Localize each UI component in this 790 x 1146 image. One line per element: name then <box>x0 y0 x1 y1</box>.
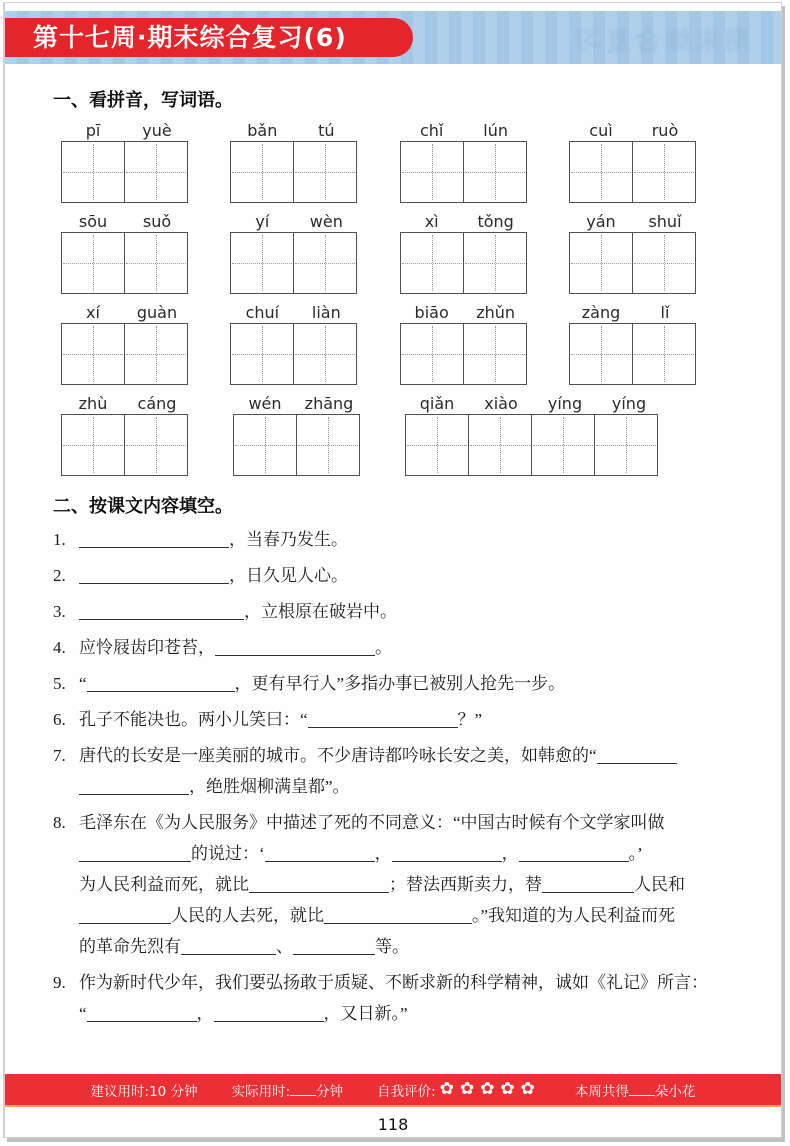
question-text: ， <box>374 844 392 863</box>
pinyin-word-group <box>400 302 528 385</box>
writing-cell[interactable] <box>293 142 356 202</box>
actual-time-label: 实际用时: <box>231 1083 291 1100</box>
writing-cell[interactable] <box>594 415 657 475</box>
writing-cell[interactable] <box>570 324 632 384</box>
pinyin-syllable: suǒ <box>142 212 172 231</box>
pinyin-word-group <box>230 211 358 294</box>
pinyin-syllable: ruò <box>651 121 679 140</box>
writing-cell[interactable] <box>124 233 187 293</box>
pinyin-syllable: biāo <box>414 303 449 322</box>
answer-blank[interactable] <box>79 603 244 620</box>
question-text: ，日久见人心。 <box>229 566 348 585</box>
pinyin-labels <box>400 302 528 323</box>
question-number: 5. <box>53 674 66 693</box>
pinyin-exercise <box>61 120 697 476</box>
answer-blank[interactable] <box>215 639 375 656</box>
writing-cell[interactable] <box>632 142 695 202</box>
answer-blank[interactable] <box>308 711 458 728</box>
question-item <box>53 632 731 663</box>
answer-blank[interactable] <box>597 747 677 764</box>
question-body <box>79 740 731 802</box>
writing-cell[interactable] <box>401 233 463 293</box>
pinyin-syllable: tǒng <box>477 212 514 231</box>
pinyin-labels <box>61 211 189 232</box>
page-title: 第十七周·期末综合复习(6) <box>5 18 413 57</box>
question-text: ， <box>196 1004 214 1023</box>
weekly-total-label: 本周共得 <box>574 1083 629 1100</box>
pinyin-syllable: yí <box>255 212 270 231</box>
pinyin-syllable: bǎn <box>247 121 278 140</box>
pinyin-word-group <box>61 120 189 203</box>
question-text: 毛泽东在《为人民服务》中描述了死的不同意义：“中国古时候有个文学家叫做 <box>79 813 665 832</box>
pinyin-labels <box>400 211 528 232</box>
question-text: ，绝胜烟柳满皇都”。 <box>189 777 350 796</box>
self-eval-label: 自我评价: <box>377 1083 436 1100</box>
pinyin-syllable: yán <box>586 212 616 231</box>
pinyin-word-group <box>61 302 189 385</box>
pinyin-syllable: yuè <box>142 121 172 140</box>
question-text: ？” <box>457 710 483 729</box>
actual-time-unit: 分钟 <box>316 1083 344 1100</box>
footer-bar <box>5 1074 781 1107</box>
pinyin-syllable: sōu <box>78 212 108 231</box>
writing-cell[interactable] <box>231 233 293 293</box>
question-number: 7. <box>53 746 66 765</box>
pinyin-word-group <box>61 393 189 476</box>
question-text: 人民和 <box>634 875 685 894</box>
answer-blank[interactable] <box>79 567 229 584</box>
question-item <box>53 596 731 627</box>
writing-box <box>61 141 188 203</box>
writing-box <box>400 323 527 385</box>
question-number: 2. <box>53 566 66 585</box>
pinyin-row <box>61 211 697 294</box>
actual-time-blank[interactable] <box>290 1083 316 1095</box>
answer-blank[interactable] <box>542 876 634 893</box>
print-bleed-ghost: 期末综合复习 <box>570 27 751 57</box>
question-text: 的说过：‘ <box>191 844 265 863</box>
question-item <box>53 807 731 962</box>
pinyin-labels <box>405 393 661 414</box>
question-text: 作为新时代少年，我们要弘扬敢于质疑、不断求新的科学精神，诚如《礼记》所言： <box>79 973 708 992</box>
writing-cell[interactable] <box>124 415 187 475</box>
pinyin-labels <box>230 302 358 323</box>
pinyin-syllable: tú <box>318 121 335 140</box>
question-text: 孔子不能决也。两小儿笑曰：“ <box>79 710 308 729</box>
writing-cell[interactable] <box>401 324 463 384</box>
pinyin-syllable: yíng <box>611 394 647 413</box>
question-text: ，立根原在破岩中。 <box>244 602 397 621</box>
pinyin-labels <box>61 120 189 141</box>
writing-box <box>569 232 696 294</box>
question-text: ，更有早行人”多指办事已被别人抢先一步。 <box>234 674 566 693</box>
weekly-total-field <box>575 1080 696 1100</box>
writing-cell[interactable] <box>463 233 526 293</box>
pinyin-syllable: liàn <box>311 303 341 322</box>
answer-blank[interactable] <box>324 907 472 924</box>
writing-box <box>61 232 188 294</box>
pinyin-labels <box>230 211 358 232</box>
writing-cell[interactable] <box>62 142 124 202</box>
writing-cell[interactable] <box>234 415 296 475</box>
pinyin-word-group <box>400 120 528 203</box>
writing-cell[interactable] <box>468 415 531 475</box>
page-number: 118 <box>377 1115 409 1134</box>
pinyin-labels <box>569 211 697 232</box>
question-number: 1. <box>53 530 66 549</box>
question-number: 9. <box>53 973 66 992</box>
question-text: 。 <box>375 638 392 657</box>
pinyin-syllable: pī <box>85 121 101 140</box>
writing-box <box>400 232 527 294</box>
pinyin-syllable: zhǔn <box>476 303 516 322</box>
header-band <box>5 11 781 64</box>
weekly-total-blank[interactable] <box>629 1083 655 1095</box>
question-text: 应怜屐齿印苍苔， <box>79 638 215 657</box>
writing-box <box>405 414 658 476</box>
pinyin-syllable: chǐ <box>419 121 444 140</box>
question-text: 、 <box>276 937 293 956</box>
pinyin-labels <box>61 393 189 414</box>
question-text: 唐代的长安是一座美丽的城市。不少唐诗都吟咏长安之美，如韩愈的“ <box>79 746 597 765</box>
question-item <box>53 704 731 735</box>
pinyin-syllable: chuí <box>245 303 280 322</box>
writing-cell[interactable] <box>632 233 695 293</box>
writing-box <box>230 323 357 385</box>
pinyin-labels <box>569 302 697 323</box>
writing-cell[interactable] <box>231 324 293 384</box>
question-text: 人民的人去死，就比 <box>171 906 324 925</box>
self-eval-field <box>377 1080 541 1100</box>
section1-heading: 一、看拼音，写词语。 <box>53 90 233 111</box>
writing-box <box>230 232 357 294</box>
answer-blank[interactable] <box>214 1005 324 1022</box>
question-text: ，当春乃发生。 <box>229 530 348 549</box>
writing-cell[interactable] <box>124 324 187 384</box>
question-text: 的革命先烈有 <box>79 937 181 956</box>
writing-cell[interactable] <box>231 142 293 202</box>
pinyin-row <box>61 393 697 476</box>
writing-cell[interactable] <box>62 324 124 384</box>
answer-blank[interactable] <box>519 845 629 862</box>
question-item <box>53 524 731 555</box>
question-number: 3. <box>53 602 66 621</box>
pinyin-syllable: qiǎn <box>419 394 455 413</box>
pinyin-word-group <box>400 211 528 294</box>
writing-box <box>230 141 357 203</box>
question-text: 为人民利益而死，就比 <box>79 875 249 894</box>
writing-cell[interactable] <box>570 142 632 202</box>
pinyin-word-group <box>569 211 697 294</box>
flower-rating-icons[interactable]: ✿✿✿✿✿ <box>439 1079 541 1099</box>
answer-blank[interactable] <box>249 876 389 893</box>
pinyin-syllable: lǐ <box>660 303 670 322</box>
page-content <box>5 86 781 1029</box>
answer-blank[interactable] <box>181 938 276 955</box>
writing-cell[interactable] <box>296 415 359 475</box>
pinyin-word-group <box>233 393 361 476</box>
question-item <box>53 560 731 591</box>
pinyin-row <box>61 120 697 203</box>
writing-box <box>61 323 188 385</box>
question-number: 6. <box>53 710 66 729</box>
writing-cell[interactable] <box>124 142 187 202</box>
question-body <box>79 967 731 1029</box>
question-text: “ <box>79 674 87 693</box>
pinyin-word-group <box>569 302 697 385</box>
pinyin-syllable: wén <box>248 394 282 413</box>
writing-cell[interactable] <box>62 233 124 293</box>
weekly-total-unit: 朵小花 <box>654 1083 696 1100</box>
writing-box <box>61 414 188 476</box>
section2-heading: 二、按课文内容填空。 <box>53 496 233 517</box>
writing-cell[interactable] <box>463 142 526 202</box>
writing-box <box>569 323 696 385</box>
pinyin-row <box>61 302 697 385</box>
question-item <box>53 668 731 699</box>
pinyin-syllable: zàng <box>581 303 621 322</box>
question-body <box>79 668 731 699</box>
question-text: ；替法西斯卖力，替 <box>389 875 542 894</box>
pinyin-syllable: lún <box>483 121 509 140</box>
writing-cell[interactable] <box>401 142 463 202</box>
answer-blank[interactable] <box>392 845 502 862</box>
workbook-page <box>4 2 782 1138</box>
fill-in-exercise <box>53 524 731 1029</box>
pinyin-word-group <box>405 393 661 476</box>
pinyin-syllable: wèn <box>309 212 343 231</box>
question-body <box>79 596 731 627</box>
pinyin-syllable: xì <box>424 212 439 231</box>
question-number: 8. <box>53 813 66 832</box>
question-text: 。”我知道的为人民利益而死 <box>472 906 676 925</box>
writing-cell[interactable] <box>62 415 124 475</box>
answer-blank[interactable] <box>79 531 229 548</box>
suggested-time-label: 建议用时:10 分钟 <box>90 1083 198 1100</box>
answer-blank[interactable] <box>79 778 189 795</box>
pinyin-syllable: guàn <box>136 303 178 322</box>
answer-blank[interactable] <box>87 1005 197 1022</box>
question-body <box>79 524 731 555</box>
writing-cell[interactable] <box>293 233 356 293</box>
answer-blank[interactable] <box>79 907 171 924</box>
question-text: 。’ <box>628 844 643 863</box>
question-text: 等。 <box>375 937 409 956</box>
pinyin-word-group <box>230 120 358 203</box>
writing-cell[interactable] <box>570 233 632 293</box>
pinyin-syllable: cáng <box>137 394 177 413</box>
question-body <box>79 704 731 735</box>
writing-cell[interactable] <box>406 415 468 475</box>
question-text: “ <box>79 1004 87 1023</box>
answer-blank[interactable] <box>265 845 375 862</box>
pinyin-syllable: yíng <box>547 394 583 413</box>
writing-cell[interactable] <box>632 324 695 384</box>
pinyin-syllable: xiào <box>484 394 518 413</box>
pinyin-labels <box>61 302 189 323</box>
pinyin-word-group <box>569 120 697 203</box>
question-item <box>53 740 731 802</box>
pinyin-syllable: zhāng <box>304 394 354 413</box>
answer-blank[interactable] <box>293 938 375 955</box>
question-item <box>53 967 731 1029</box>
question-number: 4. <box>53 638 66 657</box>
writing-box <box>233 414 360 476</box>
pinyin-syllable: cuì <box>589 121 613 140</box>
pinyin-word-group <box>230 302 358 385</box>
question-body <box>79 632 731 663</box>
pinyin-labels <box>233 393 361 414</box>
writing-box <box>400 141 527 203</box>
question-text: ，又日新。” <box>323 1004 408 1023</box>
actual-time-field <box>232 1080 344 1100</box>
question-text: ， <box>501 844 519 863</box>
writing-cell[interactable] <box>293 324 356 384</box>
question-body <box>79 807 731 962</box>
writing-cell[interactable] <box>531 415 594 475</box>
answer-blank[interactable] <box>79 845 191 862</box>
pinyin-labels <box>400 120 528 141</box>
pinyin-syllable: zhù <box>78 394 108 413</box>
pinyin-labels <box>569 120 697 141</box>
writing-box <box>569 141 696 203</box>
pinyin-syllable: shuǐ <box>648 212 682 231</box>
writing-cell[interactable] <box>463 324 526 384</box>
answer-blank[interactable] <box>87 675 235 692</box>
question-body <box>79 560 731 591</box>
pinyin-syllable: xí <box>86 303 100 322</box>
pinyin-labels <box>230 120 358 141</box>
pinyin-word-group <box>61 211 189 294</box>
